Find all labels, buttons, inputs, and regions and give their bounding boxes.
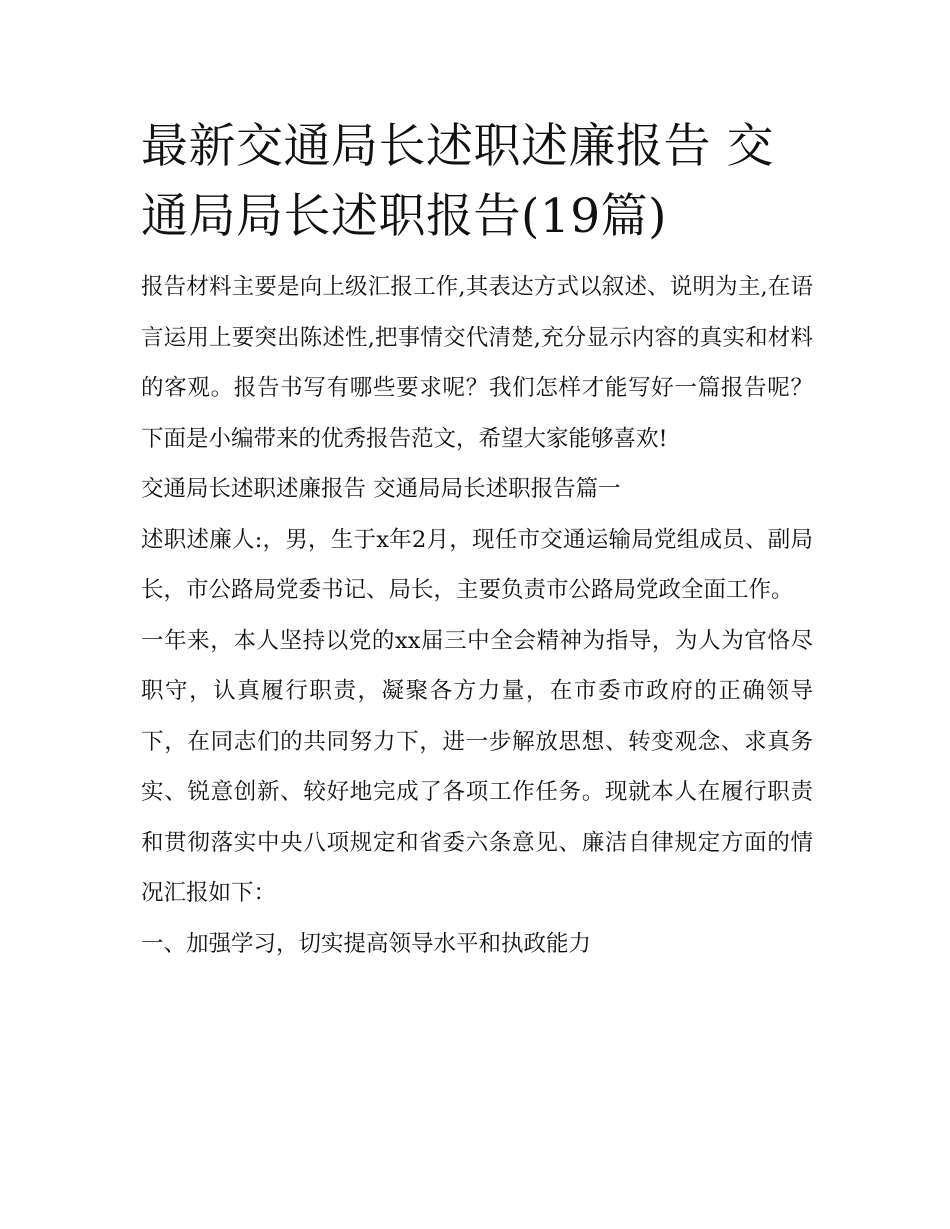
summary-paragraph: 一年来，本人坚持以党的xx届三中全会精神为指导，为人为官恪尽职守，认真履行职责，凝聚各方力量，在市委市政府的正确领导下，在同志们的共同努力下，进一步解放思想、转变观念、求真务实、锐意创新、较好地完成了各项工作任务。现就本人在履行职责和贯彻落实中央八项规定和省委六条意见、廉洁自律规定方面的情况汇报如下：	[141, 627, 813, 906]
document-body	[141, 262, 813, 969]
reporter-paragraph: 述职述廉人:，男，生于x年2月，现任市交通运输局党组成员、副局长，市公路局党委书记、局长，主要负责市公路局党政全面工作。	[141, 526, 813, 603]
document-page	[141, 112, 813, 969]
subheading-one: 一、加强学习，切实提高领导水平和执政能力	[141, 930, 592, 957]
document-title: 最新交通局长述职述廉报告 交通局局长述职报告(19篇)	[141, 119, 774, 244]
intro-paragraph: 报告材料主要是向上级汇报工作,其表达方式以叙述、说明为主,在语言运用上要突出陈述性,把事情交代清楚,充分显示内容的真实和材料的客观。报告书写有哪些要求呢？我们怎样才能写好一篇报告呢？下面是小编带来的优秀报告范文，希望大家能够喜欢!	[141, 274, 813, 452]
section-heading: 交通局长述职述廉报告 交通局局长述职报告篇一	[141, 476, 621, 502]
